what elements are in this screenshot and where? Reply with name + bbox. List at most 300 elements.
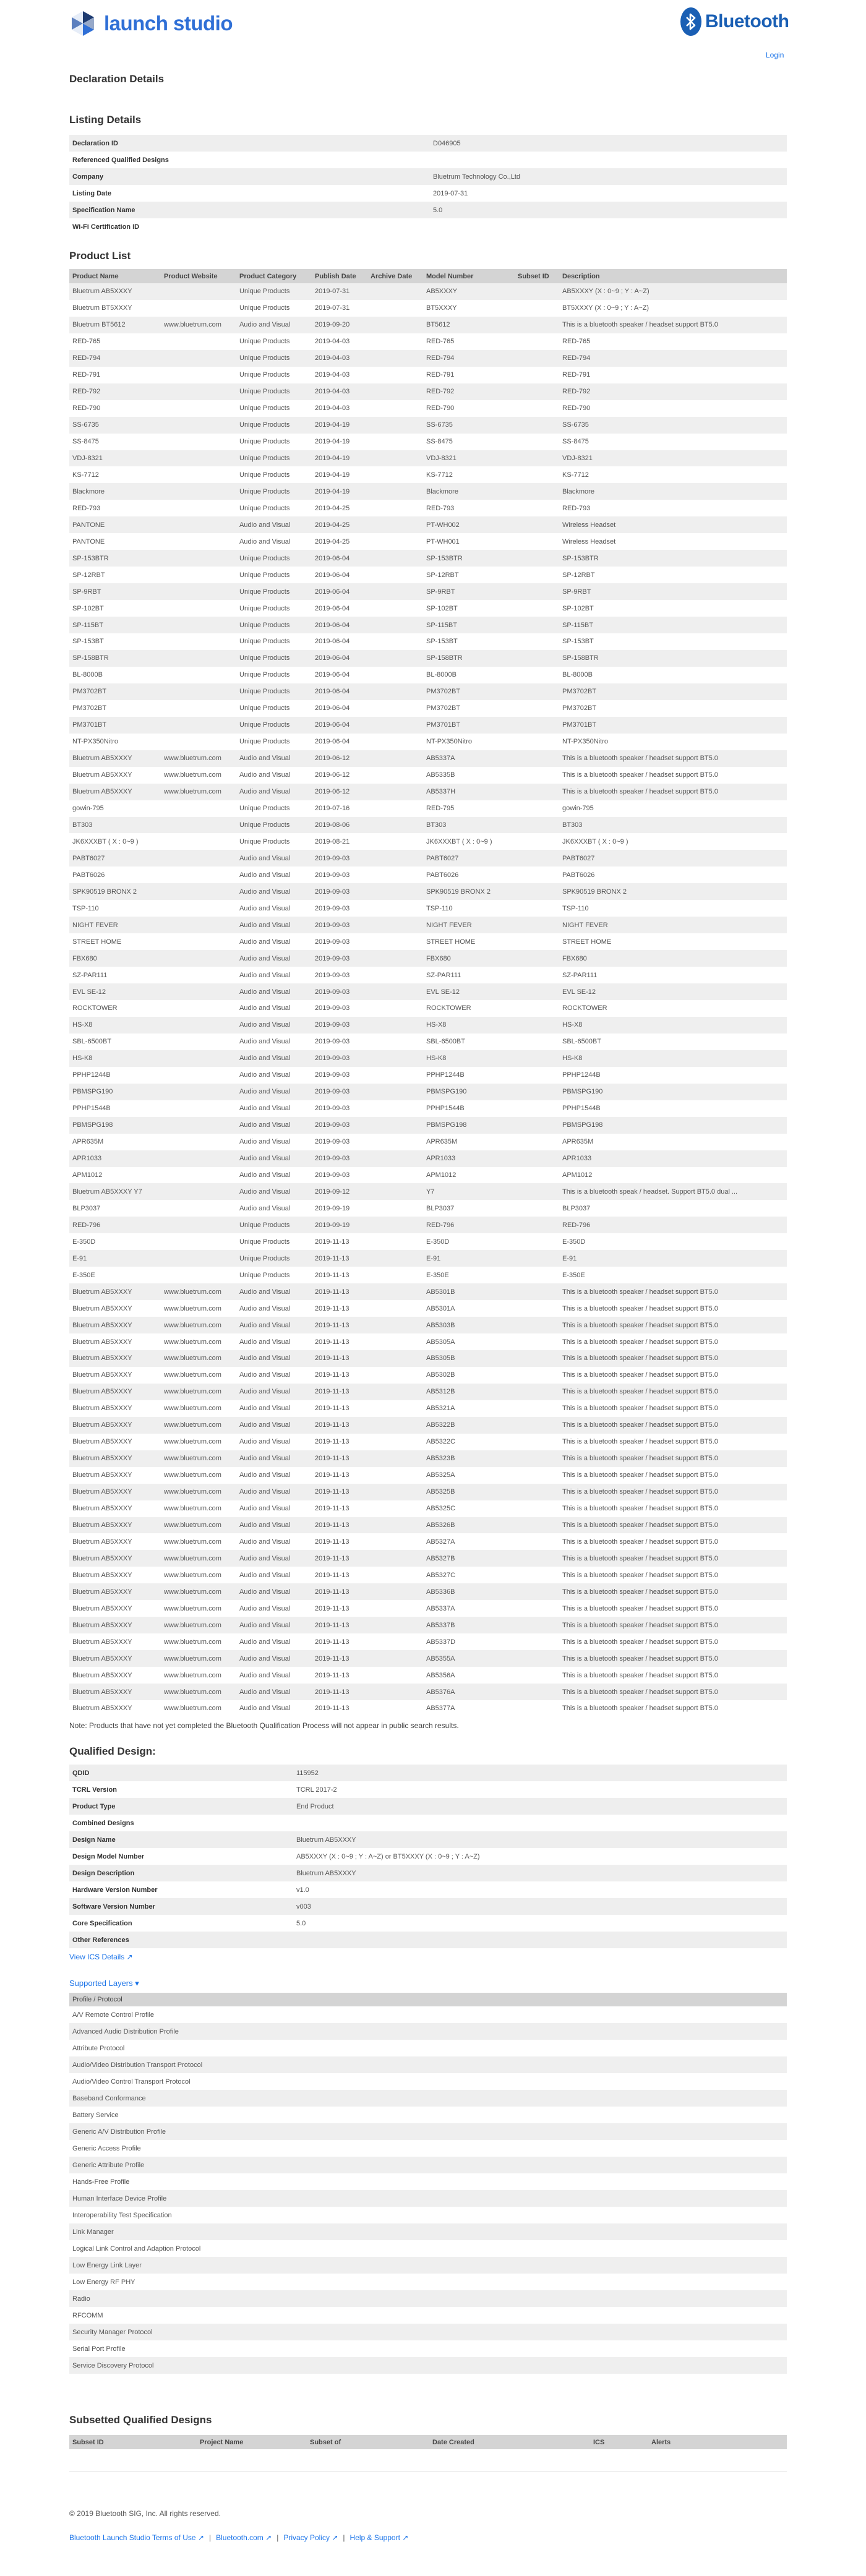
product-cell: Audio and Visual (236, 850, 312, 867)
product-cell: 2019-11-13 (312, 1684, 367, 1700)
product-cell: 2019-09-03 (312, 1050, 367, 1067)
product-cell: 2019-06-04 (312, 583, 367, 600)
product-cell: www.bluetrum.com (164, 1671, 221, 1679)
product-cell (367, 633, 423, 650)
product-cell: 2019-11-13 (312, 1250, 367, 1267)
product-cell (367, 1517, 423, 1534)
product-cell: This is a bluetooth speaker / headset support BT5.0 (562, 1705, 718, 1713)
product-cell: PT-WH001 (426, 537, 460, 546)
product-cell: RED-791 (562, 371, 591, 379)
product-cell (367, 1217, 423, 1233)
product-cell (515, 1000, 559, 1017)
product-row (69, 867, 787, 883)
product-cell: Audio and Visual (236, 917, 312, 933)
product-cell: AB5337A (426, 1604, 455, 1612)
product-cell: Unique Products (239, 805, 290, 813)
product-cell (367, 1300, 423, 1317)
layer-item: Battery Service (72, 2111, 119, 2119)
product-cell (367, 550, 423, 567)
product-cell (515, 683, 559, 700)
product-col-header[interactable]: Product Name (69, 269, 161, 283)
product-cell: SP-9RBT (423, 583, 515, 600)
product-row (69, 650, 787, 667)
product-cell: HS-X8 (423, 1017, 515, 1033)
product-cell: PM3702BT (559, 683, 787, 700)
product-cell: SS-8475 (72, 438, 99, 446)
product-cell: 2019-04-19 (312, 450, 367, 467)
product-cell: E-91 (69, 1250, 161, 1267)
product-cell: PT-WH002 (423, 516, 515, 533)
subset-col-header[interactable]: Alerts (648, 2435, 787, 2449)
product-cell (367, 1183, 423, 1200)
layer-item: Radio (69, 2290, 787, 2307)
product-cell: AB5337H (423, 784, 515, 800)
product-cell: PBMSPG198 (69, 1117, 161, 1134)
product-cell: 2019-11-13 (315, 1671, 349, 1679)
product-cell (161, 967, 236, 983)
product-cell: PABT6027 (423, 850, 515, 867)
product-cell: Unique Products (239, 571, 290, 579)
product-cell (367, 784, 423, 800)
product-cell (515, 1450, 559, 1467)
product-cell: www.bluetrum.com (161, 1617, 236, 1633)
product-cell: Audio and Visual (236, 1317, 312, 1333)
product-cell (367, 933, 423, 950)
qualified-row (69, 1831, 787, 1848)
product-cell: 2019-07-16 (315, 805, 350, 813)
product-cell: 2019-11-13 (315, 1271, 349, 1279)
product-cell: www.bluetrum.com (161, 1550, 236, 1567)
product-cell: 2019-11-13 (315, 1538, 349, 1546)
product-cell (161, 550, 236, 567)
product-cell (515, 800, 559, 817)
product-cell (515, 1100, 559, 1117)
product-cell: PANTONE (69, 516, 161, 533)
footer-link[interactable] (69, 2533, 204, 2542)
product-cell: 2019-08-21 (315, 837, 350, 845)
product-cell (161, 867, 236, 883)
product-row (69, 1033, 787, 1050)
product-cell: Unique Products (236, 817, 312, 834)
listing-row (69, 202, 787, 218)
product-cell (515, 583, 559, 600)
listing-row (69, 168, 787, 185)
product-cell (515, 784, 559, 800)
qualified-value: TCRL 2017-2 (296, 1786, 337, 1794)
product-col-header[interactable]: Publish Date (312, 269, 367, 283)
product-cell (515, 367, 559, 383)
listing-key: Referenced Qualified Designs (72, 156, 169, 164)
product-cell: 2019-09-03 (315, 1171, 350, 1179)
product-cell: 2019-09-19 (312, 1217, 367, 1233)
product-cell: PABT6026 (562, 871, 595, 879)
product-cell: AB5337A (423, 750, 515, 767)
launch-studio-logo[interactable] (69, 10, 233, 37)
layer-item: Audio/Video Control Transport Protocol (72, 2077, 191, 2086)
product-cell: SZ-PAR111 (426, 971, 461, 979)
product-cell (161, 667, 236, 683)
product-cell (515, 1283, 559, 1300)
product-row (69, 1200, 787, 1217)
product-row (69, 1217, 787, 1233)
product-cell: This is a bluetooth speaker / headset support BT5.0 (562, 1671, 718, 1679)
product-cell: ROCKTOWER (426, 1004, 471, 1012)
product-cell (367, 434, 423, 450)
product-cell: E-350E (72, 1271, 95, 1279)
listing-value: D046905 (433, 139, 461, 147)
product-cell: Audio and Visual (236, 1684, 312, 1700)
product-cell (161, 400, 236, 417)
product-cell: This is a bluetooth speaker / headset support BT5.0 (559, 1684, 787, 1700)
listing-row (69, 135, 787, 152)
product-cell (367, 1200, 423, 1217)
product-cell: SP-153BTR (559, 550, 787, 567)
product-cell: APM1012 (72, 1171, 103, 1179)
product-cell (161, 466, 236, 483)
product-cell: This is a bluetooth speaker / headset support BT5.0 (559, 1384, 787, 1400)
product-cell (367, 1484, 423, 1500)
layer-item: Human Interface Device Profile (69, 2190, 787, 2207)
qualified-row (69, 1898, 787, 1915)
product-cell: Audio and Visual (239, 1105, 291, 1113)
product-cell: PM3702BT (72, 704, 107, 712)
product-cell: AB5312B (423, 1384, 515, 1400)
product-col-header[interactable]: Model Number (423, 269, 515, 283)
qualified-design-table (69, 1765, 787, 1948)
product-row (69, 1467, 787, 1484)
view-ics-label: View ICS Details (69, 1953, 125, 1961)
product-cell: 2019-04-19 (315, 438, 350, 446)
product-cell: Audio and Visual (236, 1350, 312, 1367)
subset-col-header[interactable]: Subset of (307, 2435, 429, 2449)
product-cell: Wireless Headset (559, 516, 787, 533)
product-col-header[interactable]: Product Category (236, 269, 312, 283)
product-cell: This is a bluetooth speaker / headset support BT5.0 (562, 771, 718, 779)
product-cell: PM3702BT (69, 683, 161, 700)
product-cell (367, 1434, 423, 1450)
product-cell: RED-765 (72, 338, 101, 346)
product-cell: www.bluetrum.com (161, 1650, 236, 1667)
listing-row (69, 152, 787, 168)
product-cell: 2019-06-04 (312, 550, 367, 567)
subset-col-header[interactable]: Date Created (429, 2435, 590, 2449)
product-cell (367, 1384, 423, 1400)
product-row (69, 1150, 787, 1167)
product-cell: This is a bluetooth speaker / headset support BT5.0 (559, 1550, 787, 1567)
product-row (69, 434, 787, 450)
product-cell (515, 734, 559, 750)
product-cell: Audio and Visual (236, 784, 312, 800)
product-cell (367, 817, 423, 834)
footer-link-label: Privacy Policy (283, 2533, 330, 2542)
product-cell (367, 1167, 423, 1184)
product-cell: VDJ-8321 (423, 450, 515, 467)
product-col-header[interactable]: Product Website (161, 269, 236, 283)
product-cell: Audio and Visual (236, 317, 312, 333)
product-cell: SZ-PAR111 (562, 971, 598, 979)
footer-separator: | (208, 2533, 212, 2542)
product-cell: BT303 (559, 817, 787, 834)
product-cell (161, 1150, 236, 1167)
product-cell (367, 1033, 423, 1050)
product-cell (515, 1400, 559, 1417)
product-cell: AB5305B (423, 1350, 515, 1367)
product-cell: Y7 (423, 1183, 515, 1200)
product-cell (367, 1250, 423, 1267)
product-row (69, 383, 787, 400)
product-cell: Audio and Visual (239, 971, 291, 979)
product-cell: This is a bluetooth speaker / headset support BT5.0 (559, 750, 787, 767)
product-cell: 2019-09-03 (315, 971, 350, 979)
footer-separator: | (343, 2533, 345, 2542)
qualified-value: 115952 (296, 1769, 319, 1777)
product-cell: SP-158BTR (423, 650, 515, 667)
product-cell (367, 1400, 423, 1417)
layer-item: Service Discovery Protocol (69, 2357, 787, 2374)
product-cell (515, 967, 559, 983)
product-cell: Unique Products (239, 438, 290, 446)
product-cell: Audio and Visual (236, 1583, 312, 1600)
product-cell: Audio and Visual (236, 1017, 312, 1033)
product-cell (161, 700, 236, 717)
listing-details-heading: Listing Details (69, 114, 142, 126)
product-cell: 2019-09-03 (315, 1038, 350, 1046)
product-cell: 2019-07-31 (315, 304, 350, 312)
product-cell (161, 333, 236, 350)
footer-link[interactable] (283, 2533, 338, 2542)
product-cell: Bluetrum AB5XXXY (72, 1371, 132, 1379)
qualified-key: Design Name (72, 1836, 116, 1844)
product-cell (515, 1250, 559, 1267)
product-cell: Bluetrum AB5XXXY (69, 283, 161, 300)
product-cell: SP-102BT (426, 604, 458, 612)
product-cell: Unique Products (236, 650, 312, 667)
product-row (69, 600, 787, 617)
product-cell (161, 567, 236, 583)
product-cell (161, 300, 236, 317)
product-cell: Bluetrum AB5XXXY (69, 1484, 161, 1500)
product-cell (515, 1084, 559, 1100)
product-cell (161, 367, 236, 383)
product-cell: BT5612 (423, 317, 515, 333)
product-cell: 2019-11-13 (315, 1705, 349, 1713)
product-cell (161, 833, 236, 850)
product-cell: 2019-11-13 (312, 1283, 367, 1300)
product-cell: VDJ-8321 (559, 450, 787, 467)
copyright: © 2019 Bluetooth SIG, Inc. All rights reserved. (69, 2509, 221, 2518)
product-cell: This is a bluetooth speaker / headset support BT5.0 (562, 1438, 718, 1446)
product-cell: Wireless Headset (562, 537, 616, 546)
product-cell: www.bluetrum.com (164, 1371, 221, 1379)
product-cell: Audio and Visual (236, 883, 312, 900)
product-cell: EVL SE-12 (69, 983, 161, 1000)
qualified-value: v1.0 (296, 1886, 309, 1894)
product-cell: E-350E (562, 1271, 585, 1279)
product-cell: Audio and Visual (239, 537, 291, 546)
product-cell: RED-794 (69, 350, 161, 367)
product-cell (367, 1150, 423, 1167)
product-cell: 2019-06-04 (312, 650, 367, 667)
product-cell: Unique Products (239, 738, 290, 746)
product-cell (367, 800, 423, 817)
product-cell: SP-115BT (559, 617, 787, 633)
product-row (69, 1167, 787, 1184)
product-cell: This is a bluetooth speak / headset. Support BT5.0 dual ... (559, 1183, 787, 1200)
product-cell (515, 750, 559, 767)
product-col-header[interactable]: Description (559, 269, 787, 283)
product-row (69, 283, 787, 300)
product-cell: 2019-06-12 (312, 750, 367, 767)
layer-item: Baseband Conformance (69, 2090, 787, 2107)
product-cell (515, 450, 559, 467)
qualified-design-heading: Qualified Design: (69, 1745, 156, 1757)
qualified-row (69, 1881, 787, 1898)
product-cell: SS-6735 (423, 417, 515, 434)
product-cell: SP-158BTR (69, 650, 161, 667)
footer-links (69, 2533, 408, 2542)
login-link[interactable]: Login (766, 51, 784, 59)
subset-col-header[interactable]: ICS (590, 2435, 648, 2449)
product-cell: BT303 (69, 817, 161, 834)
product-cell: AB5321A (426, 1405, 455, 1413)
supported-layers-toggle[interactable] (69, 1979, 139, 1988)
product-cell (515, 1550, 559, 1567)
product-cell: PM3701BT (559, 717, 787, 734)
view-ics-details-link[interactable] (69, 1953, 133, 1961)
product-cell: Unique Products (239, 604, 290, 612)
product-cell: This is a bluetooth speaker / headset support BT5.0 (559, 1517, 787, 1534)
product-cell: www.bluetrum.com (164, 1571, 221, 1579)
product-row (69, 550, 787, 567)
product-cell: This is a bluetooth speaker / headset support BT5.0 (562, 1538, 718, 1546)
product-cell: SPK90519 BRONX 2 (69, 883, 161, 900)
product-cell (515, 1067, 559, 1084)
product-cell: 2019-07-31 (312, 283, 367, 300)
product-cell: E-350D (72, 1238, 96, 1246)
product-row (69, 1267, 787, 1283)
product-cell: AB5327C (426, 1571, 456, 1579)
product-cell: APR635M (426, 1138, 458, 1146)
product-cell: Audio and Visual (239, 1571, 291, 1579)
product-row (69, 900, 787, 917)
product-row (69, 483, 787, 500)
product-cell (515, 767, 559, 784)
product-cell (161, 500, 236, 516)
listing-value: 2019-07-31 (433, 189, 468, 197)
product-cell: NIGHT FEVER (559, 917, 787, 933)
product-cell: AB5355A (423, 1650, 515, 1667)
product-cell (367, 1233, 423, 1250)
product-cell: www.bluetrum.com (164, 1538, 221, 1546)
product-col-header[interactable]: Archive Date (367, 269, 423, 283)
product-cell: Bluetrum AB5XXXY (69, 750, 161, 767)
product-cell: 2019-11-13 (312, 1384, 367, 1400)
layer-item: Serial Port Profile (72, 2345, 126, 2353)
qualified-row (69, 1798, 787, 1815)
footer-link[interactable] (350, 2533, 409, 2542)
product-cell: E-91 (559, 1250, 787, 1267)
qualified-row (69, 1932, 787, 1948)
product-cell (161, 633, 236, 650)
product-cell (515, 933, 559, 950)
product-cell (367, 950, 423, 967)
product-row (69, 1517, 787, 1534)
product-cell: SP-12RBT (426, 571, 459, 579)
product-cell (515, 1533, 559, 1550)
product-cell: Audio and Visual (239, 1638, 291, 1646)
subset-col-header[interactable]: Subset ID (69, 2435, 197, 2449)
footer-link[interactable] (216, 2533, 272, 2542)
product-cell: This is a bluetooth speaker / headset support BT5.0 (562, 1405, 718, 1413)
product-col-header[interactable]: Subset ID (515, 269, 559, 283)
product-cell: Unique Products (239, 638, 290, 646)
product-cell: RED-791 (72, 371, 101, 379)
product-cell: This is a bluetooth speaker / headset support BT5.0 (559, 1617, 787, 1633)
product-cell (515, 1300, 559, 1317)
listing-details-table (69, 135, 787, 235)
product-cell: AB5356A (426, 1671, 455, 1679)
product-cell: SP-115BT (69, 617, 161, 633)
product-cell: E-350D (562, 1238, 586, 1246)
product-row (69, 633, 787, 650)
product-cell: SS-6735 (69, 417, 161, 434)
product-cell: Audio and Visual (236, 1417, 312, 1434)
product-cell (515, 1217, 559, 1233)
product-cell: Unique Products (239, 1271, 290, 1279)
product-cell: This is a bluetooth speaker / headset support BT5.0 (559, 1450, 787, 1467)
product-cell (515, 1050, 559, 1067)
qualified-row (69, 1765, 787, 1781)
product-cell (515, 1200, 559, 1217)
product-cell (367, 1333, 423, 1350)
product-cell: www.bluetrum.com (161, 1350, 236, 1367)
listing-key: Specification Name (72, 206, 135, 214)
product-cell (515, 567, 559, 583)
product-cell: 2019-04-03 (312, 350, 367, 367)
product-cell: 2019-06-12 (312, 784, 367, 800)
product-cell: 2019-09-12 (312, 1183, 367, 1200)
product-cell: SS-6735 (559, 417, 787, 434)
product-cell: www.bluetrum.com (164, 1304, 221, 1312)
external-link-icon: ↗ (263, 2533, 272, 2542)
product-row (69, 1233, 787, 1250)
product-cell: SP-153BTR (69, 550, 161, 567)
qualified-row (69, 1915, 787, 1932)
product-cell (515, 1134, 559, 1150)
product-cell: This is a bluetooth speaker / headset support BT5.0 (562, 1505, 718, 1513)
product-cell (367, 567, 423, 583)
layer-item: Security Manager Protocol (69, 2324, 787, 2340)
product-cell: 2019-04-03 (315, 404, 350, 413)
product-cell: Bluetrum AB5XXXY (72, 1538, 132, 1546)
layer-item: Audio/Video Distribution Transport Protocol (69, 2056, 787, 2073)
product-cell: PPHP1244B (562, 1071, 601, 1079)
product-cell: 2019-11-13 (312, 1650, 367, 1667)
product-cell: 2019-11-13 (315, 1338, 349, 1346)
product-cell: 2019-09-03 (315, 871, 350, 879)
product-cell (367, 466, 423, 483)
product-cell: Bluetrum AB5XXXY (72, 1338, 132, 1346)
product-cell (367, 1600, 423, 1617)
product-cell (367, 417, 423, 434)
product-cell: Audio and Visual (236, 1550, 312, 1567)
product-cell: Unique Products (236, 1250, 312, 1267)
product-cell (367, 300, 423, 317)
product-cell: PM3702BT (423, 683, 515, 700)
subset-col-header[interactable]: Project Name (197, 2435, 307, 2449)
product-cell (515, 717, 559, 734)
bluetooth-logo[interactable] (680, 7, 789, 36)
